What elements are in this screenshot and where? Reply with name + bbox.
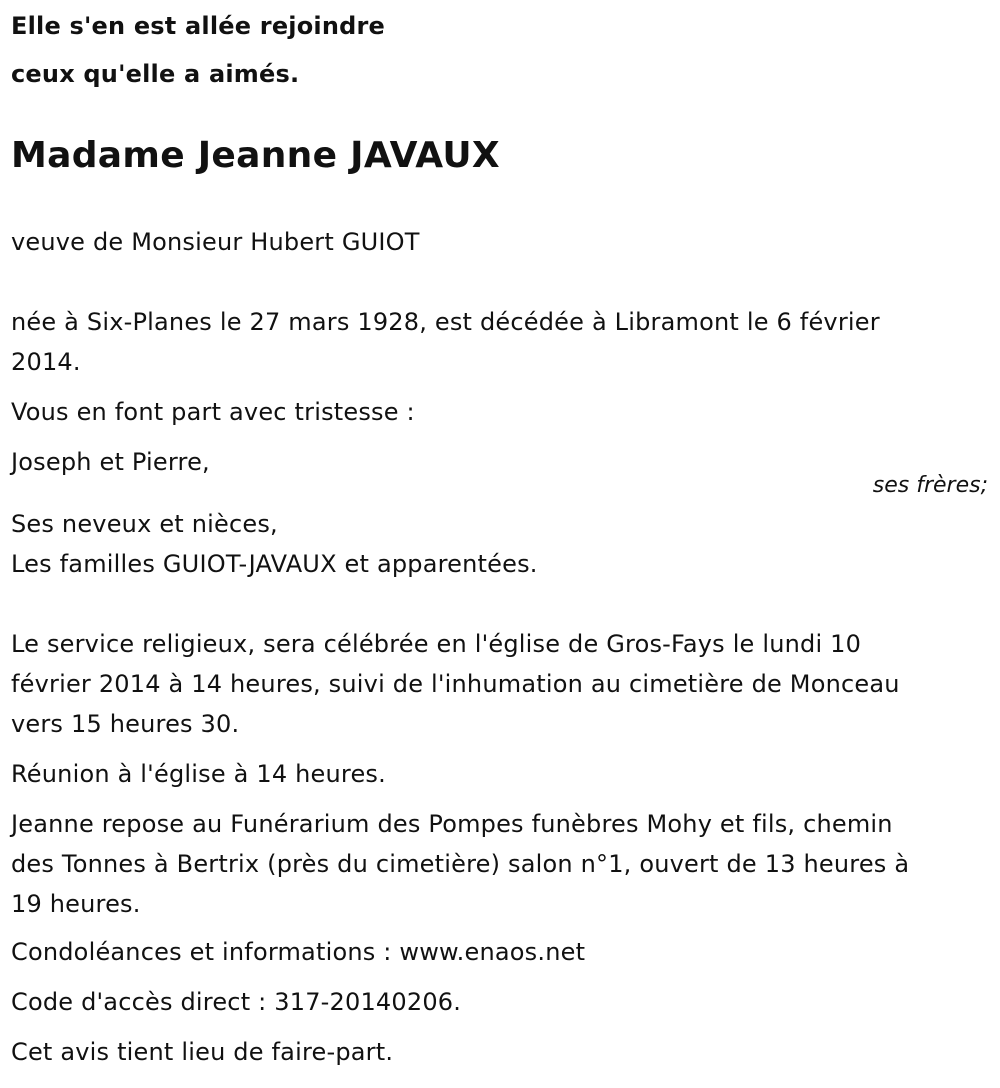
siblings-relation: ses frères;	[872, 473, 988, 498]
intro-line-2: ceux qu'elle a aimés.	[11, 60, 300, 88]
nephews-line: Ses neveux et nièces,	[11, 510, 278, 538]
families-line: Les familles GUIOT-JAVAUX et apparentées.	[11, 550, 538, 578]
announcement-line: Vous en font part avec tristesse :	[11, 398, 415, 426]
deceased-name: Madame Jeanne JAVAUX	[11, 135, 500, 176]
intro-line-1: Elle s'en est allée rejoindre	[11, 12, 386, 40]
service-line-2: février 2014 à 14 heures, suivi de l'inhumation au cimetière de Monceau	[11, 670, 900, 698]
widow-of-line: veuve de Monsieur Hubert GUIOT	[11, 228, 420, 256]
access-code-line: Code d'accès direct : 317-20140206.	[11, 988, 462, 1016]
closing-line: Cet avis tient lieu de faire-part.	[11, 1038, 394, 1066]
rest-line-3: 19 heures.	[11, 890, 141, 918]
birth-death-line-2: 2014.	[11, 348, 81, 376]
siblings-line: Joseph et Pierre,	[11, 448, 210, 476]
meeting-line: Réunion à l'église à 14 heures.	[11, 760, 386, 788]
rest-line-1: Jeanne repose au Funérarium des Pompes funèbres Mohy et fils, chemin	[11, 810, 893, 838]
birth-death-line-1: née à Six-Planes le 27 mars 1928, est décédée à Libramont le 6 février	[11, 308, 880, 336]
service-line-1: Le service religieux, sera célébrée en l'église de Gros-Fays le lundi 10	[11, 630, 862, 658]
rest-line-2: des Tonnes à Bertrix (près du cimetière) salon n°1, ouvert de 13 heures à	[11, 850, 910, 878]
service-line-3: vers 15 heures 30.	[11, 710, 240, 738]
condolences-line: Condoléances et informations : www.enaos.net	[11, 938, 586, 966]
